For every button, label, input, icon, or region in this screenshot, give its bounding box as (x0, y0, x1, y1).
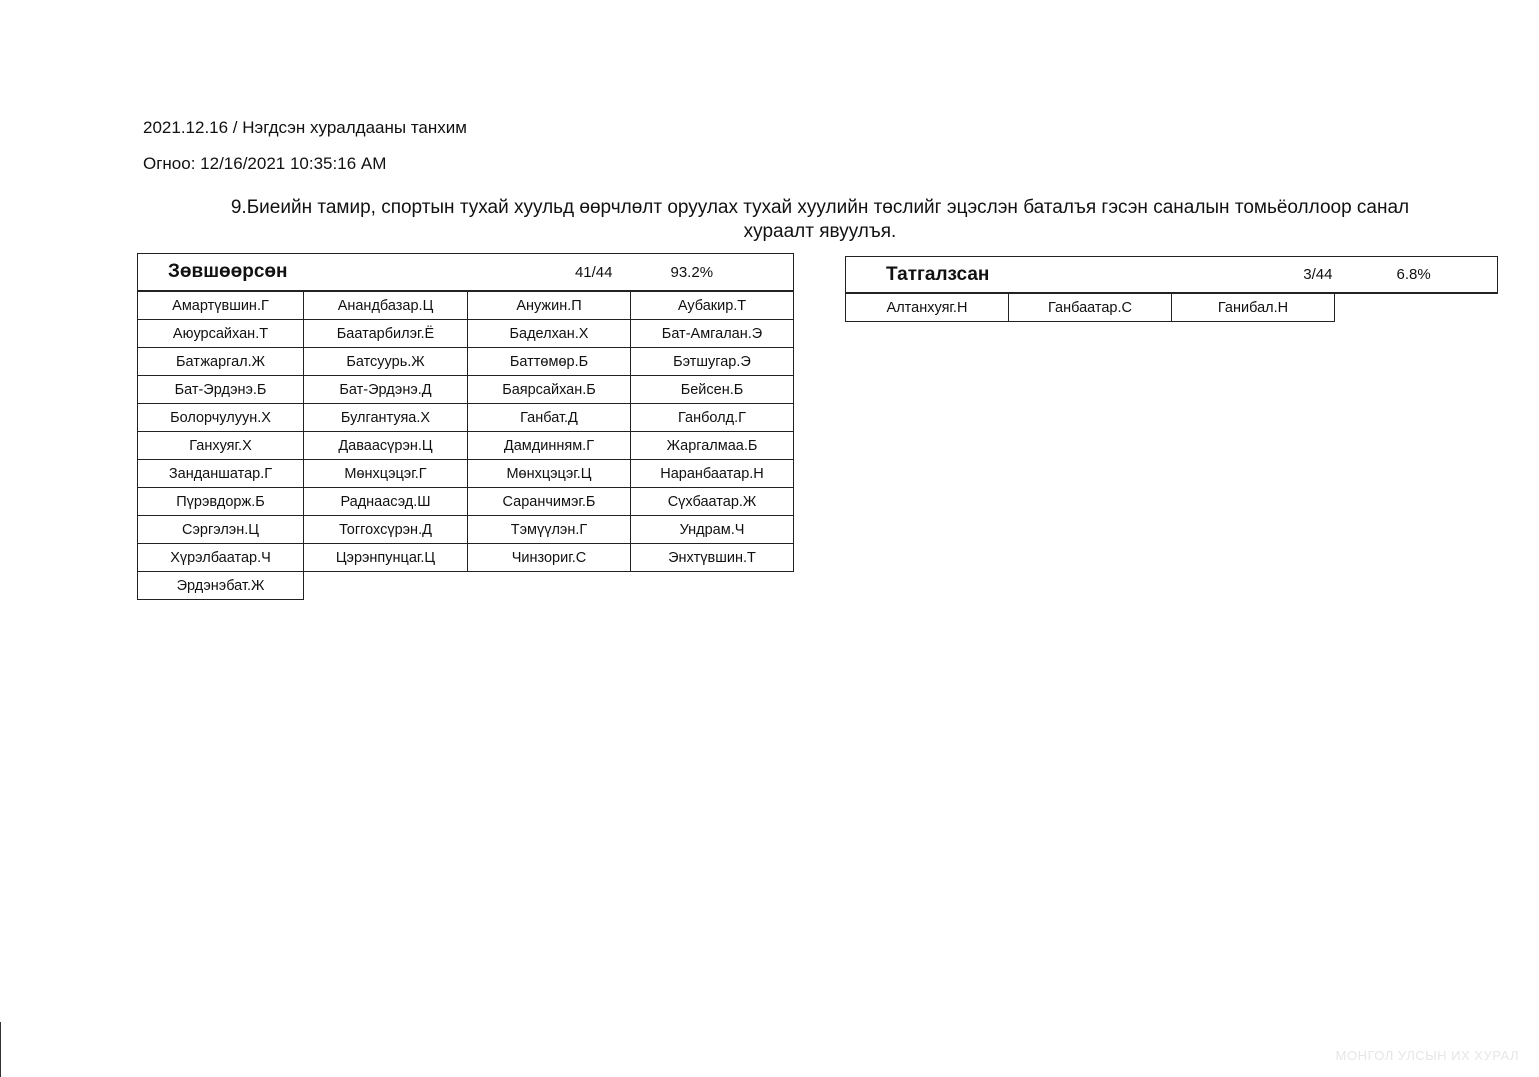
member-name: Болорчулуун.Х (138, 404, 304, 432)
member-name: Ганхуяг.Х (138, 432, 304, 460)
member-name: Бат-Амгалан.Э (631, 320, 794, 348)
motion-title-line-2: хураалт явуулъя. (743, 221, 897, 242)
member-name: Цэрэнпунцаг.Ц (304, 544, 468, 572)
member-name: Саранчимэг.Б (468, 488, 631, 516)
approved-votes-table (137, 253, 794, 600)
member-name: Аюурсайхан.Т (138, 320, 304, 348)
member-name: Батсуурь.Ж (304, 348, 468, 376)
approved-count: 41/44 (468, 254, 631, 292)
table-row (846, 293, 1498, 322)
motion-title-line-1: 9.Биеийн тамир, спортын тухай хуульд өөрчлөлт оруулах тухай хуулийн төслийг эцэслэн баталъя гэсэн саналын томьёоллоор санал (230, 197, 1410, 218)
member-name: Анужин.П (468, 291, 631, 320)
table-row (138, 348, 794, 376)
member-name: Батжаргал.Ж (138, 348, 304, 376)
table-row (138, 404, 794, 432)
table-row (138, 516, 794, 544)
member-name: Сэргэлэн.Ц (138, 516, 304, 544)
member-name: Эрдэнэбат.Ж (138, 572, 304, 600)
member-name: Баатарбилэг.Ё (304, 320, 468, 348)
rejected-votes-table (845, 256, 1498, 322)
approved-header-row (138, 254, 794, 292)
empty-cell (631, 572, 794, 600)
member-name: Баделхан.Х (468, 320, 631, 348)
member-name: Ганболд.Г (631, 404, 794, 432)
member-name: Аубакир.Т (631, 291, 794, 320)
rejected-header-row (846, 257, 1498, 294)
member-name: Жаргалмаа.Б (631, 432, 794, 460)
vote-datetime: Огноо: 12/16/2021 10:35:16 AM (143, 154, 387, 173)
member-name: Булгантуяа.Х (304, 404, 468, 432)
member-name: Тоггохсүрэн.Д (304, 516, 468, 544)
member-name: Бейсен.Б (631, 376, 794, 404)
member-name: Мөнхцэцэг.Г (304, 460, 468, 488)
table-row (138, 488, 794, 516)
rejected-percent: 6.8% (1335, 257, 1498, 294)
member-name: Энхтүвшин.Т (631, 544, 794, 572)
approved-percent: 93.2% (631, 254, 794, 292)
member-name: Даваасүрэн.Ц (304, 432, 468, 460)
member-name: Алтанхуяг.Н (846, 293, 1009, 322)
member-name: Ундрам.Ч (631, 516, 794, 544)
member-name: Наранбаатар.Н (631, 460, 794, 488)
table-row (138, 320, 794, 348)
member-name: Сүхбаатар.Ж (631, 488, 794, 516)
member-name: Тэмүүлэн.Г (468, 516, 631, 544)
member-name: Дамдинням.Г (468, 432, 631, 460)
motion-title (150, 196, 1490, 244)
member-name: Бэтшугар.Э (631, 348, 794, 376)
table-row (138, 460, 794, 488)
table-row (138, 544, 794, 572)
empty-cell (468, 572, 631, 600)
member-name: Бат-Эрдэнэ.Д (304, 376, 468, 404)
member-name: Бат-Эрдэнэ.Б (138, 376, 304, 404)
rejected-label: Татгалзсан (846, 257, 1172, 294)
watermark: МОНГОЛ УЛСЫН ИХ ХУРАЛ (1335, 1048, 1519, 1063)
member-name: Хүрэлбаатар.Ч (138, 544, 304, 572)
member-name: Занданшатар.Г (138, 460, 304, 488)
member-name: Ганибал.Н (1172, 293, 1335, 322)
rejected-count: 3/44 (1172, 257, 1335, 294)
empty-cell (304, 572, 468, 600)
table-row (138, 572, 794, 600)
approved-label: Зөвшөөрсөн (138, 254, 468, 292)
member-name: Мөнхцэцэг.Ц (468, 460, 631, 488)
empty-cell (1335, 293, 1498, 322)
member-name: Баярсайхан.Б (468, 376, 631, 404)
table-row (138, 376, 794, 404)
member-name: Анандбазар.Ц (304, 291, 468, 320)
member-name: Пүрэвдорж.Б (138, 488, 304, 516)
member-name: Баттөмөр.Б (468, 348, 631, 376)
member-name: Амартүвшин.Г (138, 291, 304, 320)
session-location: 2021.12.16 / Нэгдсэн хуралдааны танхим (143, 118, 467, 137)
table-row (138, 291, 794, 320)
member-name: Ганбат.Д (468, 404, 631, 432)
scan-margin-line (0, 1022, 1, 1077)
member-name: Ганбаатар.С (1009, 293, 1172, 322)
member-name: Чинзориг.С (468, 544, 631, 572)
member-name: Раднаасэд.Ш (304, 488, 468, 516)
table-row (138, 432, 794, 460)
